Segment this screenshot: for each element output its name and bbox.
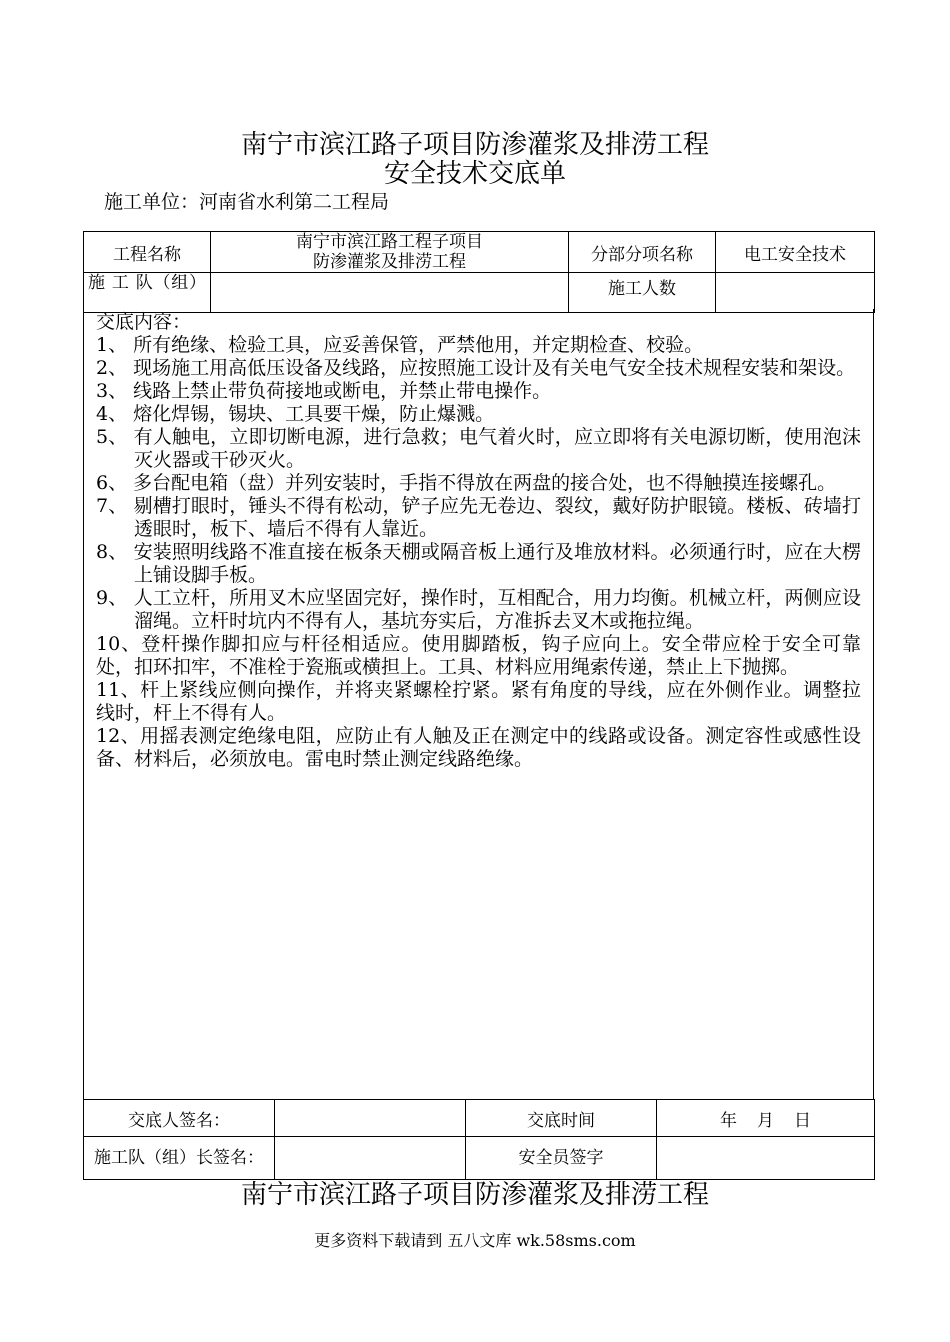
document-title: 南宁市滨江路子项目防渗灌浆及排涝工程 [240,130,709,160]
header-table [83,231,875,313]
project-name-label: 工程名称 [84,232,211,273]
workers-label: 施工人数 [569,273,716,313]
presenter-signature-field[interactable] [275,1100,466,1137]
safety-officer-label: 安全员签字 [466,1137,657,1180]
list-item: 12、用摇表测定绝缘电阻，应防止有人触及正在测定中的线路或设备。测定容性或感性设备、材料后，必须放电。雷电时禁止测定线路绝缘。 [96,725,861,770]
list-item: 9、 人工立杆，所用叉木应坚固完好，操作时，互相配合，用力均衡。机械立杆，两侧应设溜绳。立杆时坑内不得有人，基坑夯实后，方准拆去叉木或拖拉绳。 [96,587,861,632]
project-name-line2: 防渗灌浆及排涝工程 [313,252,466,272]
list-item: 5、 有人触电，立即切断电源，进行急救；电气着火时，应立即将有关电源切断，使用泡沫灭火器或干砂灭火。 [96,426,861,471]
leader-signature-field[interactable] [275,1137,466,1180]
project-name-line1: 南宁市滨江路工程子项目 [296,232,483,252]
next-page-title: 南宁市滨江路子项目防渗灌浆及排涝工程 [240,1180,709,1210]
signature-table [83,1099,875,1180]
leader-label: 施工队（组）长签名： [84,1137,275,1180]
safety-officer-signature-field[interactable] [657,1137,875,1180]
date-field[interactable] [657,1100,875,1137]
list-item: 4、 熔化焊锡，锡块、工具要干燥，防止爆溅。 [96,403,495,425]
list-item: 1、 所有绝缘、检验工具，应妥善保管，严禁他用，并定期检查、校验。 [96,334,704,356]
list-item: 7、 剔槽打眼时，锤头不得有松动，铲子应先无卷边、裂纹，戴好防护眼镜。楼板、砖墙打透眼时，板下、墙后不得有人靠近。 [96,495,861,540]
presenter-label: 交底人签名： [84,1100,275,1137]
list-item: 3、 线路上禁止带负荷接地或断电，并禁止带电操作。 [96,380,552,402]
team-label: 施 工 队（组） [84,273,211,313]
team-value [211,273,569,313]
header-row-project [84,232,875,273]
content-label: 交底内容： [96,311,192,333]
project-name-value [211,232,569,273]
disclosure-content [83,309,874,1100]
header-row-team [84,273,875,313]
list-item: 2、 现场施工用高低压设备及线路，应按照施工设计及有关电气安全技术规程安装和架设。 [96,357,856,379]
month-label: 月 [757,1110,774,1131]
signature-row-leader [84,1137,875,1180]
sub-item-label: 分部分项名称 [569,232,716,273]
year-label: 年 [720,1110,737,1131]
workers-value [716,273,875,313]
signature-row-presenter [84,1100,875,1137]
content-list [96,334,861,771]
list-item: 6、 多台配电箱（盘）并列安装时，手指不得放在两盘的接合处，也不得触摸连接螺孔。 [96,472,837,494]
day-label: 日 [794,1110,811,1131]
document-subtitle: 安全技术交底单 [383,159,566,189]
sub-item-value: 电工安全技术 [716,232,875,273]
footer-link[interactable]: 更多资料下载请到 五八文库 wk.58sms.com [314,1231,636,1250]
list-item: 11、杆上紧线应侧向操作，并将夹紧螺栓拧紧。紧有角度的导线，应在外侧作业。调整拉线时，杆上不得有人。 [96,679,861,724]
construction-unit: 施工单位：河南省水利第二工程局 [104,191,390,213]
list-item: 8、 安装照明线路不准直接在板条天棚或隔音板上通行及堆放材料。必须通行时，应在大楞上铺设脚手板。 [96,541,861,586]
list-item: 10、登杆操作脚扣应与杆径相适应。使用脚踏板，钩子应向上。安全带应栓于安全可靠处，扣环扣牢，不准栓于瓷瓶或横担上。工具、材料应用绳索传递，禁止上下抛掷。 [96,633,861,678]
time-label: 交底时间 [466,1100,657,1137]
